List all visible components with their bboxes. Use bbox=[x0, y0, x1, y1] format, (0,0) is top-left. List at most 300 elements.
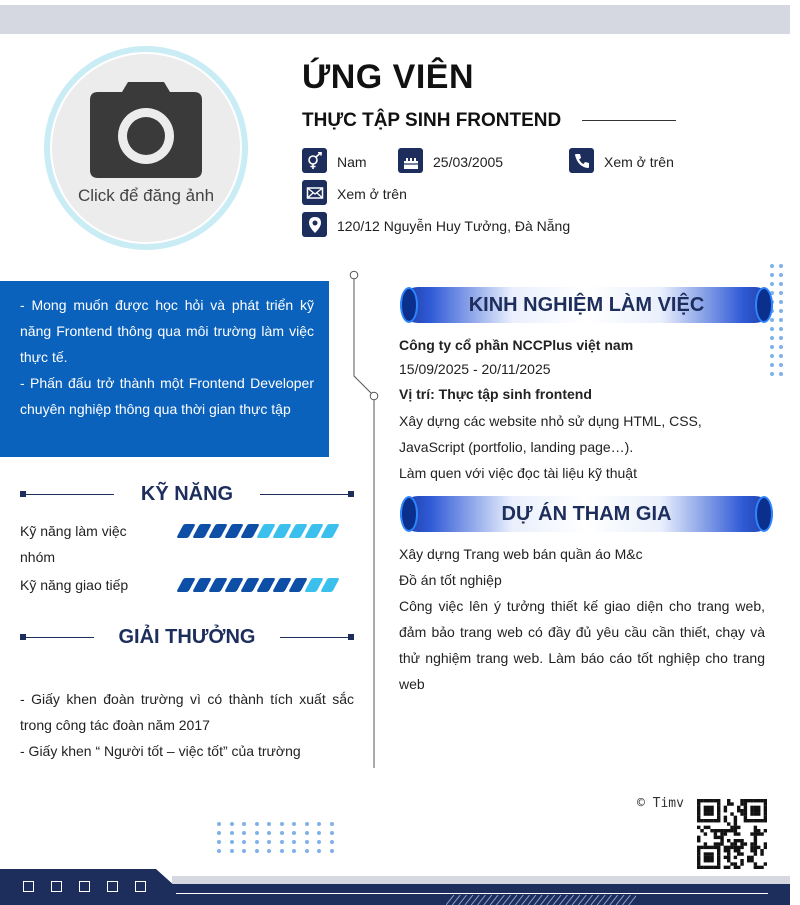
qr-module bbox=[737, 866, 740, 869]
projects-heading: DỰ ÁN THAM GIA bbox=[501, 503, 672, 525]
qr-module bbox=[764, 812, 767, 815]
hatch-line bbox=[484, 895, 492, 905]
decorative-dot bbox=[779, 273, 783, 277]
decorative-dot bbox=[317, 840, 321, 844]
qr-module bbox=[714, 819, 717, 822]
qr-module bbox=[730, 812, 733, 815]
qr-module bbox=[747, 819, 750, 822]
decorative-dot bbox=[770, 282, 774, 286]
decorative-dot bbox=[317, 831, 321, 835]
qr-module bbox=[710, 852, 713, 855]
qr-module bbox=[747, 859, 750, 862]
qr-module bbox=[734, 842, 737, 845]
footer-line bbox=[176, 893, 768, 894]
experience-desc-2: Làm quen với việc đọc tài liệu kỹ thuật bbox=[399, 465, 637, 481]
career-objective-text bbox=[20, 292, 314, 422]
qr-module bbox=[720, 842, 723, 845]
top-banner-bar bbox=[0, 5, 790, 34]
qr-module bbox=[754, 806, 757, 809]
qr-module bbox=[734, 849, 737, 852]
decorative-dot bbox=[779, 354, 783, 358]
qr-module bbox=[764, 816, 767, 819]
qr-module bbox=[730, 842, 733, 845]
qr-module bbox=[754, 849, 757, 852]
hatch-line bbox=[515, 895, 523, 905]
hatch-line bbox=[559, 895, 567, 905]
qr-module bbox=[704, 832, 707, 835]
qr-module bbox=[744, 802, 747, 805]
qr-module bbox=[697, 819, 700, 822]
qr-module bbox=[727, 822, 730, 825]
qr-module bbox=[740, 862, 743, 865]
qr-module bbox=[717, 866, 720, 869]
qr-module bbox=[704, 809, 707, 812]
qr-module bbox=[707, 859, 710, 862]
qr-code-icon[interactable] bbox=[697, 799, 767, 869]
qr-module bbox=[697, 859, 700, 862]
hatch-line bbox=[446, 895, 454, 905]
qr-module bbox=[760, 849, 763, 852]
qr-module bbox=[707, 852, 710, 855]
qr-module bbox=[737, 826, 740, 829]
qr-module bbox=[764, 862, 767, 865]
qr-module bbox=[720, 829, 723, 832]
gender-icon bbox=[302, 148, 327, 173]
qr-module bbox=[737, 839, 740, 842]
qr-module bbox=[710, 799, 713, 802]
qr-module bbox=[764, 799, 767, 802]
skill-name-teamwork: Kỹ năng làm việc nhóm bbox=[20, 523, 127, 565]
qr-module bbox=[707, 856, 710, 859]
hatch-line bbox=[522, 895, 530, 905]
projects-content bbox=[399, 541, 765, 697]
qr-module bbox=[750, 806, 753, 809]
footer-square-5 bbox=[135, 881, 146, 892]
hatch-line bbox=[509, 895, 517, 905]
qr-module bbox=[730, 862, 733, 865]
hatch-line bbox=[578, 895, 586, 905]
hatch-line bbox=[452, 895, 460, 905]
qr-module bbox=[697, 802, 700, 805]
decorative-dot bbox=[779, 282, 783, 286]
hatch-line bbox=[465, 895, 473, 905]
qr-module bbox=[697, 812, 700, 815]
qr-module bbox=[754, 852, 757, 855]
decorative-dot bbox=[779, 363, 783, 367]
decorative-dot bbox=[267, 822, 271, 826]
decorative-dot bbox=[292, 831, 296, 835]
qr-module bbox=[704, 846, 707, 849]
footer-gray-strip bbox=[172, 876, 790, 884]
decorative-dot bbox=[217, 822, 221, 826]
qr-module bbox=[697, 862, 700, 865]
qr-module bbox=[710, 809, 713, 812]
qr-module bbox=[717, 802, 720, 805]
qr-module bbox=[764, 809, 767, 812]
qr-module bbox=[710, 856, 713, 859]
skills-heading: KỸ NĂNG bbox=[140, 483, 234, 505]
qr-module bbox=[764, 829, 767, 832]
hatch-line bbox=[591, 895, 599, 905]
decorative-dot bbox=[779, 264, 783, 268]
qr-module bbox=[704, 866, 707, 869]
qr-module bbox=[710, 806, 713, 809]
qr-module bbox=[754, 842, 757, 845]
qr-module bbox=[737, 852, 740, 855]
qr-module bbox=[710, 846, 713, 849]
decorative-dot bbox=[770, 327, 774, 331]
qr-module bbox=[727, 866, 730, 869]
qr-module bbox=[744, 816, 747, 819]
skills-heading-dot-right bbox=[348, 491, 354, 497]
qr-module bbox=[740, 802, 743, 805]
qr-module bbox=[747, 799, 750, 802]
qr-module bbox=[727, 839, 730, 842]
qr-module bbox=[750, 846, 753, 849]
qr-module bbox=[764, 802, 767, 805]
decorative-dot bbox=[330, 822, 334, 826]
qr-module bbox=[720, 836, 723, 839]
qr-module bbox=[724, 819, 727, 822]
qr-module bbox=[734, 846, 737, 849]
qr-module bbox=[704, 799, 707, 802]
qr-module bbox=[740, 839, 743, 842]
award-line-2: - Giấy khen “ Người tốt – việc tốt” của trường bbox=[20, 743, 301, 759]
qr-module bbox=[697, 856, 700, 859]
decorative-dot bbox=[779, 300, 783, 304]
qr-module bbox=[750, 799, 753, 802]
qr-module bbox=[717, 842, 720, 845]
qr-module bbox=[714, 836, 717, 839]
qr-module bbox=[710, 819, 713, 822]
qr-module bbox=[760, 819, 763, 822]
qr-module bbox=[704, 856, 707, 859]
qr-module bbox=[764, 842, 767, 845]
address-value: 120/12 Nguyễn Huy Tưởng, Đà Nẵng bbox=[337, 218, 571, 234]
qr-module bbox=[727, 846, 730, 849]
decorative-dot bbox=[230, 840, 234, 844]
qr-module bbox=[697, 809, 700, 812]
decorative-dot bbox=[255, 840, 259, 844]
decorative-dot bbox=[330, 840, 334, 844]
qr-module bbox=[734, 822, 737, 825]
qr-module bbox=[740, 852, 743, 855]
qr-module bbox=[720, 832, 723, 835]
qr-module bbox=[730, 846, 733, 849]
phone-value: Xem ở trên bbox=[604, 154, 674, 170]
qr-module bbox=[757, 829, 760, 832]
qr-module bbox=[697, 849, 700, 852]
birthday-value: 25/03/2005 bbox=[433, 154, 504, 170]
qr-module bbox=[750, 842, 753, 845]
qr-module bbox=[747, 856, 750, 859]
qr-module bbox=[697, 799, 700, 802]
decorative-dot bbox=[770, 273, 774, 277]
decorative-dot bbox=[230, 822, 234, 826]
qr-module bbox=[724, 829, 727, 832]
qr-module bbox=[754, 862, 757, 865]
qr-module bbox=[707, 819, 710, 822]
hatch-line bbox=[585, 895, 593, 905]
qr-module bbox=[724, 846, 727, 849]
qr-module bbox=[737, 832, 740, 835]
qr-module bbox=[734, 866, 737, 869]
qr-module bbox=[750, 832, 753, 835]
qr-module bbox=[760, 799, 763, 802]
qr-module bbox=[707, 799, 710, 802]
qr-module bbox=[700, 846, 703, 849]
qr-module bbox=[740, 799, 743, 802]
qr-module bbox=[724, 849, 727, 852]
qr-module bbox=[754, 826, 757, 829]
decorative-dot bbox=[267, 849, 271, 853]
email-icon bbox=[302, 180, 327, 205]
qr-module bbox=[757, 799, 760, 802]
qr-module bbox=[740, 812, 743, 815]
qr-module bbox=[744, 799, 747, 802]
qr-module bbox=[727, 859, 730, 862]
qr-module bbox=[697, 866, 700, 869]
qr-module bbox=[727, 799, 730, 802]
qr-module bbox=[717, 819, 720, 822]
qr-module bbox=[754, 829, 757, 832]
hatch-line bbox=[490, 895, 498, 905]
qr-module bbox=[717, 862, 720, 865]
hatch-line bbox=[534, 895, 542, 905]
qr-module bbox=[730, 829, 733, 832]
qr-module bbox=[757, 809, 760, 812]
hatch-line bbox=[572, 895, 580, 905]
awards-heading-line-left bbox=[26, 637, 94, 638]
qr-module bbox=[740, 846, 743, 849]
decorative-dot bbox=[255, 822, 259, 826]
qr-module bbox=[697, 836, 700, 839]
experience-company: Công ty cổ phần NCCPlus việt nam bbox=[399, 337, 634, 353]
decorative-dot bbox=[770, 372, 774, 376]
qr-module bbox=[757, 866, 760, 869]
hatch-line bbox=[610, 895, 618, 905]
qr-module bbox=[700, 819, 703, 822]
qr-module bbox=[757, 846, 760, 849]
candidate-name: ỨNG VIÊN bbox=[302, 58, 475, 96]
qr-module bbox=[754, 846, 757, 849]
qr-module bbox=[724, 809, 727, 812]
qr-module bbox=[734, 816, 737, 819]
decorative-dot bbox=[242, 831, 246, 835]
phone-icon bbox=[569, 148, 594, 173]
decorative-dot bbox=[230, 831, 234, 835]
avatar-upload-label[interactable]: Click để đăng ảnh bbox=[77, 186, 215, 205]
hatch-line bbox=[622, 895, 630, 905]
hatch-line bbox=[547, 895, 555, 905]
awards-text bbox=[20, 686, 354, 764]
qr-module bbox=[737, 849, 740, 852]
qr-module bbox=[717, 849, 720, 852]
qr-module bbox=[697, 852, 700, 855]
hatch-line bbox=[503, 895, 511, 905]
decorative-dot bbox=[242, 849, 246, 853]
hatch-line bbox=[478, 895, 486, 905]
footer-square-1 bbox=[23, 881, 34, 892]
experience-period: 15/09/2025 - 20/11/2025 bbox=[399, 361, 551, 377]
qr-module bbox=[754, 866, 757, 869]
qr-module bbox=[707, 809, 710, 812]
qr-module bbox=[707, 866, 710, 869]
objective-line-2: - Phấn đấu trở thành một Frontend Developer chuyên nghiệp thông qua thời gian thực tập bbox=[20, 375, 314, 417]
qr-module bbox=[734, 832, 737, 835]
qr-module bbox=[760, 866, 763, 869]
qr-module bbox=[717, 806, 720, 809]
decorative-dot bbox=[330, 849, 334, 853]
qr-module bbox=[727, 849, 730, 852]
qr-module bbox=[724, 806, 727, 809]
qr-module bbox=[754, 836, 757, 839]
decorative-dot bbox=[267, 831, 271, 835]
decorative-dot bbox=[779, 309, 783, 313]
qr-module bbox=[757, 819, 760, 822]
qr-module bbox=[724, 832, 727, 835]
skill-bar-teamwork bbox=[180, 524, 336, 538]
decorative-dot bbox=[330, 831, 334, 835]
hatch-line bbox=[459, 895, 467, 905]
qr-module bbox=[734, 862, 737, 865]
qr-module bbox=[704, 842, 707, 845]
qr-module bbox=[697, 826, 700, 829]
qr-module bbox=[724, 866, 727, 869]
email-value: Xem ở trên bbox=[337, 186, 407, 202]
skills-heading-line-right bbox=[260, 494, 348, 495]
qr-module bbox=[750, 856, 753, 859]
qr-module bbox=[717, 816, 720, 819]
qr-module bbox=[717, 852, 720, 855]
qr-module bbox=[714, 866, 717, 869]
qr-module bbox=[730, 802, 733, 805]
qr-module bbox=[757, 812, 760, 815]
qr-module bbox=[704, 806, 707, 809]
qr-module bbox=[714, 829, 717, 832]
qr-module bbox=[737, 846, 740, 849]
qr-module bbox=[727, 852, 730, 855]
qr-module bbox=[704, 859, 707, 862]
qr-module bbox=[710, 812, 713, 815]
decorative-dots-bottom bbox=[217, 822, 334, 853]
qr-module bbox=[697, 839, 700, 842]
award-line-1: - Giấy khen đoàn trường vì có thành tích xuất sắc trong công tác đoàn năm 2017 bbox=[20, 691, 354, 733]
birthday-cake-icon bbox=[398, 148, 423, 173]
qr-module bbox=[760, 852, 763, 855]
decorative-dot bbox=[242, 840, 246, 844]
qr-module bbox=[754, 812, 757, 815]
decorative-dot bbox=[242, 822, 246, 826]
qr-module bbox=[710, 829, 713, 832]
qr-module bbox=[727, 856, 730, 859]
qr-module bbox=[734, 856, 737, 859]
decorative-dot bbox=[280, 840, 284, 844]
qr-module bbox=[717, 809, 720, 812]
qr-module bbox=[714, 799, 717, 802]
qr-module bbox=[734, 826, 737, 829]
experience-content bbox=[399, 332, 765, 486]
decorative-dot bbox=[280, 822, 284, 826]
qr-module bbox=[764, 846, 767, 849]
qr-module bbox=[764, 819, 767, 822]
job-title-divider bbox=[582, 120, 676, 121]
qr-module bbox=[707, 846, 710, 849]
hatch-line bbox=[528, 895, 536, 905]
qr-module bbox=[744, 819, 747, 822]
qr-module bbox=[744, 809, 747, 812]
qr-module bbox=[750, 812, 753, 815]
footer-square-4 bbox=[107, 881, 118, 892]
qr-module bbox=[754, 839, 757, 842]
qr-module bbox=[744, 842, 747, 845]
qr-module bbox=[740, 859, 743, 862]
qr-module bbox=[750, 859, 753, 862]
qr-module bbox=[754, 799, 757, 802]
project-name: Xây dựng Trang web bán quần áo M&c bbox=[399, 546, 643, 562]
qr-module bbox=[707, 826, 710, 829]
qr-module bbox=[734, 839, 737, 842]
hatch-line bbox=[541, 895, 549, 905]
camera-icon bbox=[88, 82, 204, 180]
qr-module bbox=[724, 856, 727, 859]
qr-module bbox=[744, 812, 747, 815]
skill-name-communication: Kỹ năng giao tiếp bbox=[20, 577, 129, 593]
project-description: Công việc lên ý tưởng thiết kế giao diện cho trang web, đảm bảo trang web có đầy đủ yêu cầu cần thiết, chạy và thử nghiệm trang web. Làm báo cáo tốt nghiệp cho trang web bbox=[399, 598, 765, 692]
qr-module bbox=[714, 832, 717, 835]
hatch-line bbox=[597, 895, 605, 905]
qr-module bbox=[727, 829, 730, 832]
decorative-dot bbox=[292, 849, 296, 853]
decorative-dot bbox=[770, 345, 774, 349]
qr-module bbox=[734, 829, 737, 832]
qr-module bbox=[750, 849, 753, 852]
brand-label: © Timv bbox=[637, 796, 684, 811]
qr-module bbox=[740, 809, 743, 812]
qr-module bbox=[717, 836, 720, 839]
decorative-dot bbox=[317, 822, 321, 826]
qr-module bbox=[717, 859, 720, 862]
decorative-dot bbox=[779, 291, 783, 295]
qr-module bbox=[744, 806, 747, 809]
hatch-line bbox=[616, 895, 624, 905]
decorative-dot bbox=[292, 822, 296, 826]
skill-bar-segment bbox=[320, 524, 339, 538]
qr-module bbox=[760, 832, 763, 835]
qr-module bbox=[727, 802, 730, 805]
qr-module bbox=[710, 859, 713, 862]
qr-module bbox=[730, 826, 733, 829]
hatch-line bbox=[604, 895, 612, 905]
decorative-dot bbox=[280, 831, 284, 835]
footer-square-2 bbox=[51, 881, 62, 892]
qr-module bbox=[707, 812, 710, 815]
qr-module bbox=[714, 842, 717, 845]
qr-module bbox=[750, 809, 753, 812]
qr-module bbox=[754, 832, 757, 835]
qr-module bbox=[717, 829, 720, 832]
decorative-dot bbox=[292, 840, 296, 844]
qr-module bbox=[717, 812, 720, 815]
footer-square-3 bbox=[79, 881, 90, 892]
objective-line-1: - Mong muốn được học hỏi và phát triển kỹ năng Frontend thông qua môi trường làm việc thực tế. bbox=[20, 297, 314, 365]
decorative-dot bbox=[779, 372, 783, 376]
footer-hatch bbox=[446, 895, 636, 905]
gender-value: Nam bbox=[337, 154, 367, 170]
qr-module bbox=[710, 866, 713, 869]
skill-bar-segment bbox=[320, 578, 339, 592]
decorative-dot bbox=[305, 849, 309, 853]
